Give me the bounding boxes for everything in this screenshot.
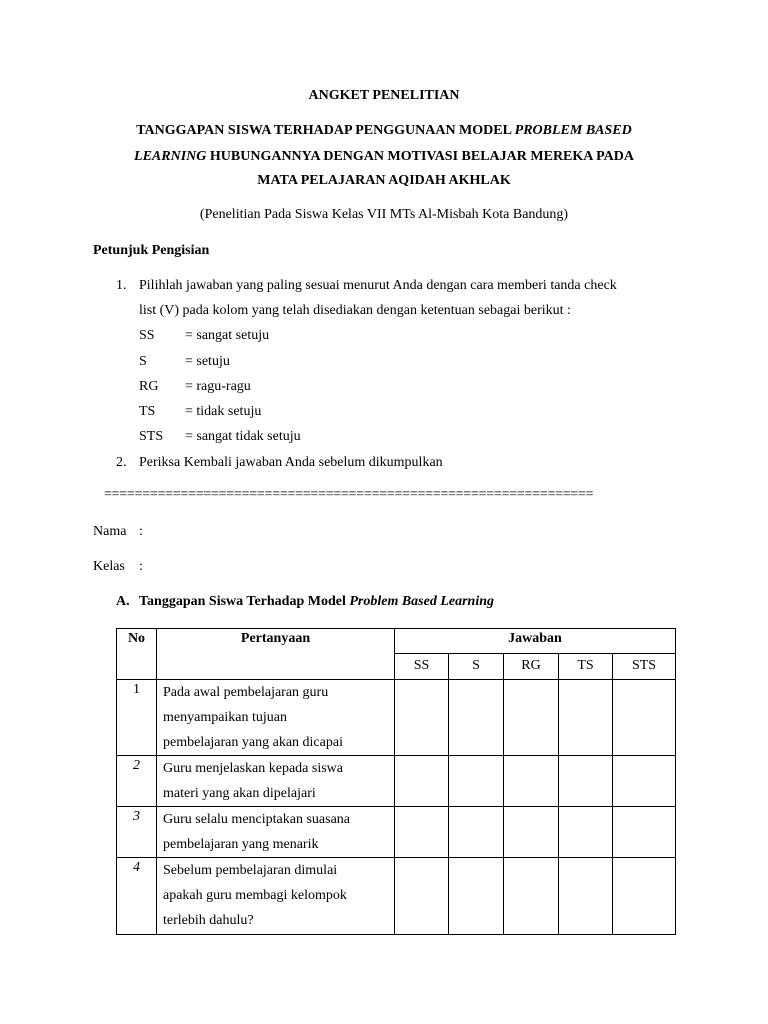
class-colon: : (139, 559, 143, 574)
option-header-ss: SS (395, 654, 449, 680)
legend-code: STS (139, 429, 164, 444)
legend-code: RG (139, 379, 159, 394)
heading-line-3: MATA PELAJARAN AQIDAH AKHLAK (257, 173, 511, 188)
heading-line-1-emphasis: PROBLEM BASED (514, 123, 632, 138)
instruction-1-number: 1. (116, 278, 127, 293)
name-label: Nama (93, 524, 127, 539)
answer-cell-ts[interactable] (559, 858, 613, 935)
question-line: pembelajaran yang akan dicapai (163, 735, 343, 750)
table-row (117, 858, 676, 935)
question-line: menyampaikan tujuan (163, 710, 288, 725)
question-cell (157, 858, 395, 935)
legend-code: TS (139, 404, 156, 419)
answer-cell-ts[interactable] (559, 680, 613, 756)
section-a-title-emphasis: Problem Based Learning (349, 594, 495, 609)
answer-cell-rg[interactable] (504, 807, 559, 858)
answer-cell-rg[interactable] (504, 680, 559, 756)
legend-code: SS (139, 328, 155, 343)
instruction-1-line-2: list (V) pada kolom yang telah disediakan dengan ketentuan sebagai berikut : (139, 303, 571, 318)
legend-meaning: = tidak setuju (185, 404, 262, 419)
answer-cell-rg[interactable] (504, 858, 559, 935)
heading-line-2 (0, 149, 768, 165)
question-line: Guru selalu menciptakan suasana (163, 812, 350, 827)
heading-line-2-emphasis: LEARNING (134, 149, 207, 164)
table-row (117, 807, 676, 858)
column-header-no: No (117, 629, 157, 680)
question-line: Guru menjelaskan kepada siswa (163, 761, 343, 776)
question-line: pembelajaran yang menarik (163, 837, 319, 852)
class-label: Kelas (93, 559, 125, 574)
answer-cell-s[interactable] (449, 807, 504, 858)
answer-cell-s[interactable] (449, 680, 504, 756)
option-header-s: S (449, 654, 504, 680)
instruction-2-number: 2. (116, 455, 127, 470)
answer-cell-sts[interactable] (613, 858, 676, 935)
document-title: ANGKET PENELITIAN (308, 88, 460, 103)
question-cell (157, 680, 395, 756)
instruction-1-line-1: Pilihlah jawaban yang paling sesuai menurut Anda dengan cara memberi tanda check (139, 278, 617, 293)
column-header-question: Pertanyaan (157, 629, 395, 680)
answer-cell-sts[interactable] (613, 680, 676, 756)
table-row (117, 680, 676, 756)
question-line: terlebih dahulu? (163, 913, 254, 928)
answer-cell-ss[interactable] (395, 858, 449, 935)
separator-line: ================================================================ (104, 487, 594, 502)
row-number: 4 (117, 858, 157, 935)
answer-cell-s[interactable] (449, 858, 504, 935)
instruction-2-text: Periksa Kembali jawaban Anda sebelum dikumpulkan (139, 455, 443, 470)
answer-cell-ts[interactable] (559, 756, 613, 807)
legend-meaning: = setuju (185, 354, 230, 369)
question-line: Sebelum pembelajaran dimulai (163, 863, 338, 878)
column-header-answer: Jawaban (395, 629, 676, 654)
option-header-rg: RG (504, 654, 559, 680)
table-row (117, 756, 676, 807)
answer-cell-sts[interactable] (613, 807, 676, 858)
instructions-heading: Petunjuk Pengisian (93, 243, 210, 258)
name-colon: : (139, 524, 143, 539)
heading-line-1-text: TANGGAPAN SISWA TERHADAP PENGGUNAAN MODEL (136, 123, 515, 138)
legend-meaning: = sangat setuju (185, 328, 270, 343)
section-a-title (139, 594, 494, 610)
heading-line-2-text: HUBUNGANNYA DENGAN MOTIVASI BELAJAR MEREKA PADA (206, 149, 634, 164)
answer-cell-rg[interactable] (504, 756, 559, 807)
legend-meaning: = ragu-ragu (185, 379, 251, 394)
answer-cell-ss[interactable] (395, 680, 449, 756)
question-cell (157, 756, 395, 807)
legend-code: S (139, 354, 147, 369)
question-line: materi yang akan dipelajari (163, 786, 316, 801)
answer-cell-ts[interactable] (559, 807, 613, 858)
subtitle: (Penelitian Pada Siswa Kelas VII MTs Al-Misbah Kota Bandung) (199, 207, 569, 222)
row-number: 1 (117, 680, 157, 756)
row-number: 2 (117, 756, 157, 807)
heading-line-1 (0, 123, 768, 139)
question-line: Pada awal pembelajaran guru (163, 685, 329, 700)
survey-table (116, 628, 676, 935)
answer-cell-s[interactable] (449, 756, 504, 807)
section-a-title-text: Tanggapan Siswa Terhadap Model (139, 594, 350, 609)
answer-cell-ss[interactable] (395, 756, 449, 807)
option-header-ts: TS (559, 654, 613, 680)
section-a-letter: A. (116, 594, 130, 609)
answer-cell-ss[interactable] (395, 807, 449, 858)
row-number: 3 (117, 807, 157, 858)
question-cell (157, 807, 395, 858)
question-line: apakah guru membagi kelompok (163, 888, 347, 903)
option-header-sts: STS (613, 654, 676, 680)
answer-cell-sts[interactable] (613, 756, 676, 807)
legend-meaning: = sangat tidak setuju (185, 429, 301, 444)
